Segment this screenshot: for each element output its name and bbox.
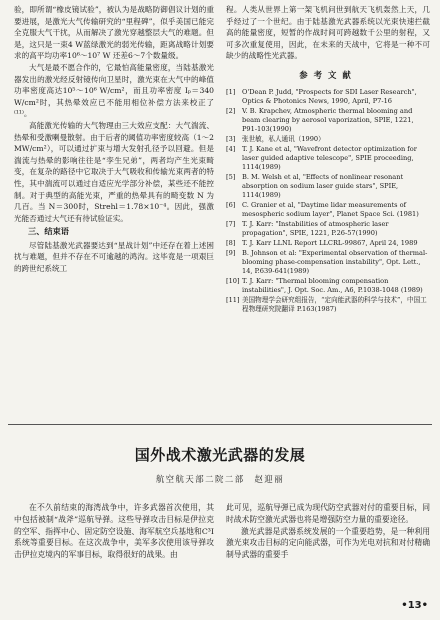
- reference-number: [2]: [226, 106, 236, 115]
- reference-item: [226, 88, 430, 106]
- section-heading-conclusion: 三、结束语: [28, 226, 69, 237]
- lower-left-column: [14, 502, 214, 561]
- left-closing-paragraph: 尽管陆基激光武器要达到“星战计划”中还存在着上述困扰与难题，但并不存在不可逾越的鸿沟。这毕竟是一项艰巨的跨世纪系统工: [14, 240, 214, 274]
- reference-number: [5]: [226, 172, 236, 181]
- reference-number: [6]: [226, 200, 236, 209]
- reference-item: [226, 145, 430, 173]
- reference-text: T. J. Karr: "Thermal blooming compensation instabilities", J. Opt. Soc. Am., A6, P.1038-1048 (1989): [242, 276, 423, 295]
- reference-text: T. J. Karr: "Instabilities of atmospheric laser propagation", SPIE, 1221, P.26-57(1990): [242, 219, 389, 238]
- reference-text: 张世敏，私人通讯（1990）: [242, 134, 325, 143]
- reference-text: B. Johnson et al: "Experimental observation of thermal-blooming phase-compensation instability", Opt. Lett., 14, P.639-641(1989): [242, 248, 428, 276]
- reference-item: [226, 135, 430, 144]
- reference-text: B. M. Welsh et al, "Effects of nonlinear resonant absorption on sodium laser guide stars", SPIE, 1114(1989): [242, 172, 404, 200]
- reference-item: [226, 249, 430, 277]
- reference-text: O'Dean P. Judd, "Prospects for SDI Laser Research", Optics & Photonics News, 1990, April, P7-16: [242, 87, 417, 105]
- reference-text: T. J. Karr LLNL Report LLCRL-99867, April 24, 1989: [242, 238, 418, 247]
- reference-item: [226, 201, 430, 219]
- reference-number: [10]: [226, 276, 240, 285]
- right-paragraph: 程。人类从世界上第一架飞机问世到航天飞机轰然上天，几乎经过了一个世纪。由于陆基激光武器系统以光束快速拦截高的能量密度，短暂的作战时间可跨越数千公里的射程，又可多次重复使用，因此，在未来的天战中，它将是一种不可缺少的战略性光武器。: [226, 5, 430, 61]
- article-author: 航空航天部二院二部 赵迎丽: [155, 474, 285, 484]
- reference-item: [226, 220, 430, 238]
- left-paragraph-2: 大气是最不愿合作的，它最怕高能量密度，当陆基激光器发出的激光经反射镜传向卫星时，激光束在大气中的峰值功率密度高达10⁵～10⁶ W/cm²，而且功率密度 Iₚ＝340 W/cm²时，其热晕效应已不能用相位补偿方法来校正了⁽¹¹⁾。: [14, 62, 214, 119]
- reference-text: C. Granier et al, "Daytime lidar measurements of mesospheric sodium layer", Planet Space Sci. (1981): [242, 200, 419, 219]
- reference-number: [8]: [226, 238, 236, 247]
- reference-item: [226, 107, 430, 135]
- article-title: 国外战术激光武器的发展: [134, 446, 306, 464]
- section-divider: [8, 424, 432, 425]
- reference-text: T. J. Kane et al, "Wavefront detector optimization for laser guided adaptive telescope", SPIE proceeding, 1114(1989): [242, 144, 417, 171]
- reference-number: [7]: [226, 219, 236, 228]
- lower-left-paragraph: 在不久前结束的海湾战争中，许多武器首次使用，其中包括被制“战斧”巡航导弹。这些导弹攻击目标是伊拉克的空军、指挥中心、固定防空设施、海军航空兵基地和C³I系统等重要目标。在这次战争中，美军多次使用该导弹攻击伊拉克境内的军事目标，取得很好的战果。由: [14, 503, 214, 560]
- lower-right-paragraph-1: 此可见，巡航导弹已成为现代防空武器对付的重要目标，同时战术防空激光武器也将是增强防空力量的重要途径。: [226, 503, 430, 524]
- reference-text: V. B. Krapchev, Atmospheric thermal blooming and beam clearing by aerosol vaporization, SPIE, 1221, P91-103(1990): [242, 106, 414, 133]
- reference-item: [226, 277, 430, 295]
- reference-number: [3]: [226, 134, 236, 143]
- references-title: 参考文献: [299, 69, 357, 80]
- reference-number: [1]: [226, 87, 236, 96]
- reference-number: [4]: [226, 144, 236, 153]
- right-column: [226, 4, 430, 315]
- left-paragraph-1: 验，即所谓“橡皮镜试验”，被认为是战略防御倡议计划的重要进展，是激光大气传输研究的“里程碑”，似乎美国已能完全克服大气干扰，从而解决了激光穿越整层大气的难题。但是，这只是一束4 W蓝绿激光的弱光传输，距离战略计划要求的高平均功率10⁶～10⁷ W 还差6～7个数量级。: [14, 5, 214, 61]
- lower-right-column: [226, 502, 430, 561]
- lower-right-paragraph-2: 激光武器是武器系统发展的一个重要趋势，是一种利用激光束攻击目标的定向能武器，可作为光电对抗和对付精确制导武器的重要手: [226, 526, 430, 560]
- page-number: •13•: [401, 600, 428, 611]
- reference-item: [226, 239, 430, 248]
- reference-item: [226, 296, 430, 314]
- reference-number: [11]: [226, 295, 240, 304]
- references-list: [226, 88, 430, 315]
- left-column: [14, 4, 214, 275]
- reference-item: [226, 173, 430, 201]
- left-paragraph-3: 高能激光传输的大气物理由三大效应支配：大气湍流、热晕和受激喇曼散射。由于后者的阈值功率密度较高（1～2 MW/cm²），可以通过扩束与增大发射孔径予以回避。但是湍流与热晕的影响往往是“孪生兄弟”，两者均产生光束畸变，在复杂的路径中它取决于大气吸收和传输光束两者的特性，其中湍流可以通过自适应光学部分补偿，某些还不能控制。对于典型的高能光束，严重的热晕具有的畸变数 N 为几百。当 N＝300时，Strehl＝1.78×10⁻⁴。因此，强激光能否通过大气还有待试验证实。: [14, 120, 214, 223]
- reference-text: 美国物理学会研究组报告，“定向能武器的科学与技术”，中国工程物理研究院翻译 P.163(1987): [242, 295, 427, 314]
- reference-number: [9]: [226, 248, 236, 257]
